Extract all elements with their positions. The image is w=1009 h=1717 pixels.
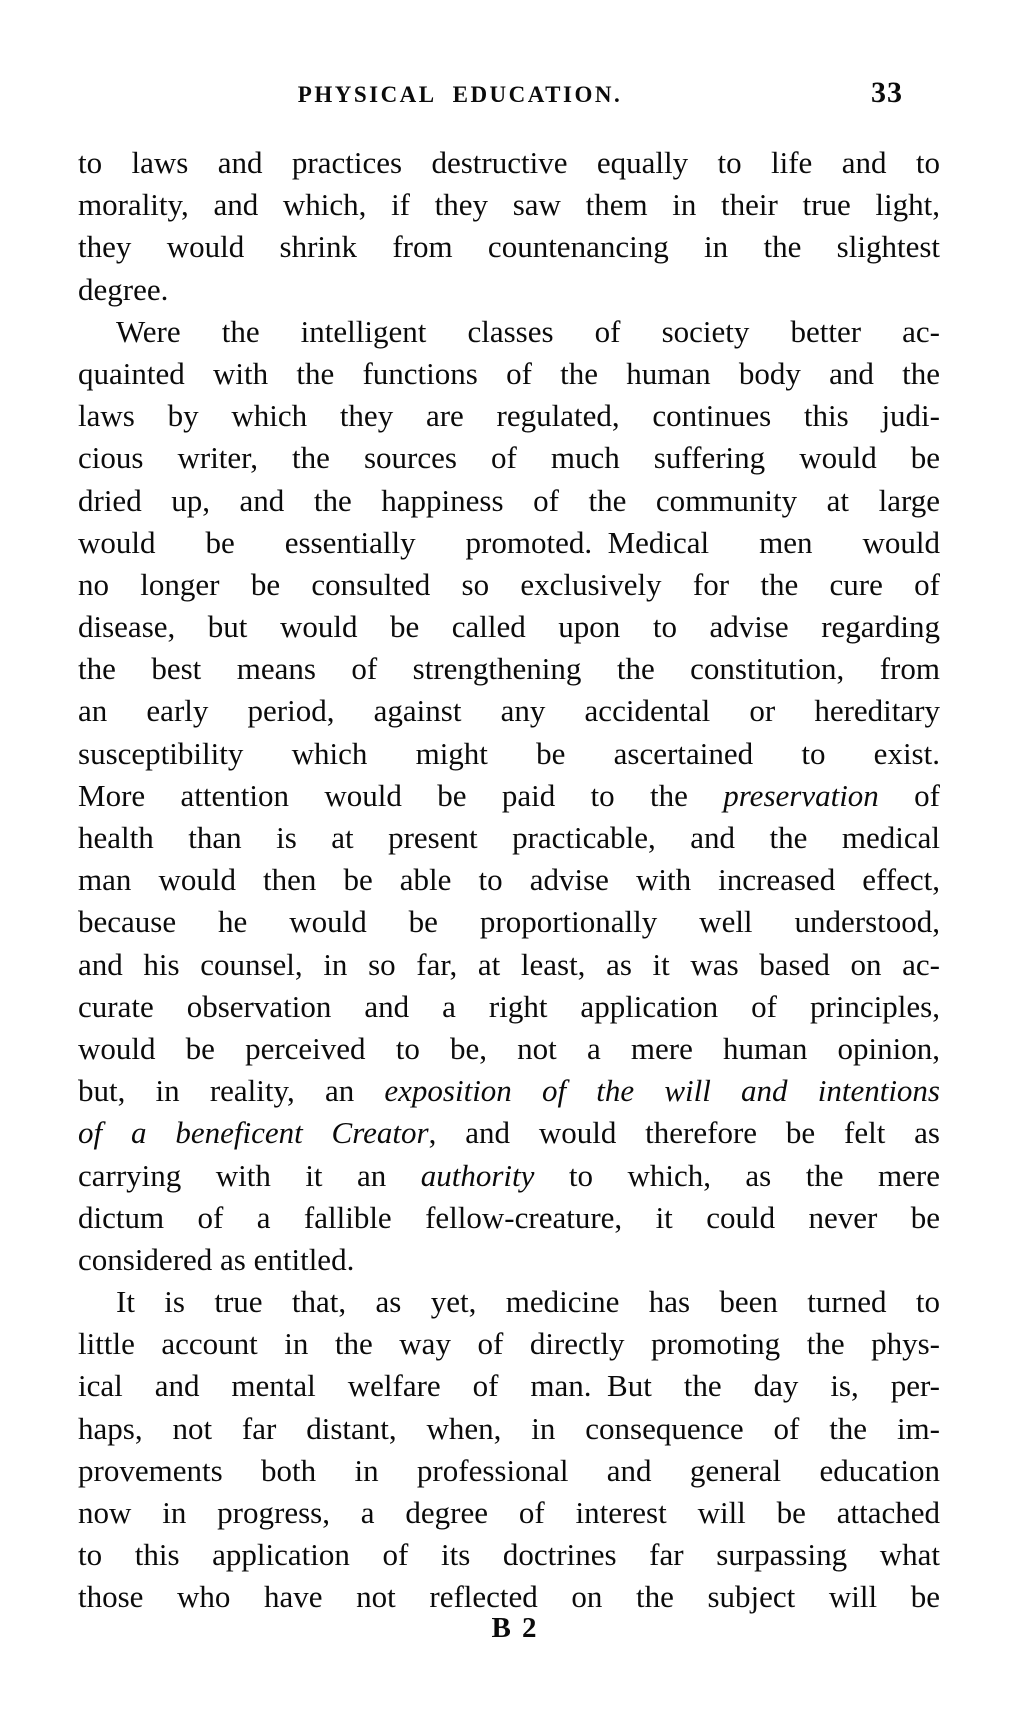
text-segment: no longer be consulted so exclusively for the cure of	[78, 566, 940, 602]
text-segment: susceptibility which might be ascertained to exist.	[78, 735, 940, 771]
text-segment: haps, not far distant, when, in consequence of the im-	[78, 1410, 940, 1446]
text-segment: and his counsel, in so far, at least, as it was based on ac-	[78, 946, 940, 982]
text-segment: It is true that, as yet, medicine has been turned to	[116, 1284, 940, 1320]
page-number: 33	[871, 76, 903, 109]
text-segment: man would then be able to advise with increased effect,	[78, 862, 940, 898]
text-line	[78, 606, 940, 648]
text-segment: cious writer, the sources of much suffering would be	[78, 440, 940, 476]
text-segment: quainted with the functions of the human body and the	[78, 355, 940, 391]
text-segment: degree.	[78, 271, 169, 307]
italic-text-segment: exposition of the will and intentions	[384, 1073, 940, 1109]
text-segment: considered as entitled.	[78, 1241, 355, 1277]
signature-mark: B 2	[491, 1612, 539, 1644]
text-segment: morality, and which, if they saw them in their true light,	[78, 187, 940, 223]
text-line	[78, 1028, 940, 1070]
text-segment: now in progress, a degree of interest will be attached	[78, 1495, 940, 1530]
text-line	[78, 944, 940, 986]
text-segment: Were the intelligent classes of society better ac-	[116, 313, 940, 349]
text-segment: would be essentially promoted. Medical men would	[78, 524, 940, 560]
text-segment: laws by which they are regulated, continues this judi-	[78, 398, 940, 434]
italic-text-segment: of a beneficent Creator	[78, 1115, 429, 1151]
text-segment: because he would be proportionally well understood,	[78, 904, 940, 940]
running-head-title: PHYSICAL EDUCATION.	[297, 82, 623, 107]
text-line	[78, 1450, 940, 1492]
text-segment: those who have not reflected on the subject will be	[78, 1579, 940, 1615]
text-line	[78, 1155, 940, 1197]
text-line	[78, 986, 940, 1028]
text-line	[78, 1281, 940, 1323]
text-line	[78, 522, 940, 564]
text-segment: health than is at present practicable, and the medical	[78, 820, 940, 855]
text-segment: but, in reality, an	[78, 1073, 385, 1109]
text-segment: to this application of its doctrines far surpassing what	[78, 1537, 940, 1573]
text-line	[78, 1365, 940, 1407]
text-line	[78, 564, 940, 606]
text-segment: little account in the way of directly promoting the phys-	[78, 1326, 940, 1362]
text-line	[78, 1408, 940, 1450]
text-line	[78, 226, 940, 268]
text-segment: disease, but would be called upon to advise regarding	[78, 609, 940, 645]
text-line	[78, 480, 940, 522]
text-segment: More attention would be paid to the	[78, 777, 724, 813]
text-line	[78, 1197, 940, 1239]
text-segment: of	[878, 777, 940, 813]
italic-text-segment: authority	[420, 1157, 535, 1193]
text-segment: provements both in professional and general education	[78, 1452, 940, 1488]
text-segment: dictum of a fallible fellow-creature, it could never be	[78, 1199, 940, 1235]
body-text	[78, 142, 940, 1619]
text-line	[78, 733, 940, 775]
text-line	[78, 1070, 940, 1112]
text-segment: they would shrink from countenancing in the slightest	[78, 229, 940, 265]
text-line	[78, 142, 940, 184]
running-head	[0, 76, 1009, 114]
text-segment: curate observation and a right application of principles,	[78, 988, 940, 1024]
text-segment: would be perceived to be, not a mere human opinion,	[78, 1030, 940, 1066]
text-segment: ical and mental welfare of man. But the day is, per-	[78, 1368, 940, 1404]
text-line	[78, 1323, 940, 1365]
text-segment: to laws and practices destructive equally to life and to	[78, 145, 940, 180]
text-line	[78, 395, 940, 437]
text-line	[78, 648, 940, 690]
text-line	[78, 353, 940, 395]
text-line	[78, 775, 940, 817]
text-line	[78, 859, 940, 901]
text-line	[78, 184, 940, 226]
text-line	[78, 690, 940, 732]
text-segment: an early period, against any accidental or hereditary	[78, 693, 940, 729]
italic-text-segment: preservation	[723, 777, 879, 813]
text-line	[78, 269, 940, 311]
text-line	[78, 1492, 940, 1534]
text-segment: to which, as the mere	[534, 1157, 940, 1193]
text-line	[78, 901, 940, 943]
text-segment: , and would therefore be felt as	[428, 1115, 940, 1151]
text-line	[78, 437, 940, 479]
text-segment: dried up, and the happiness of the community at large	[78, 482, 940, 518]
text-line	[78, 1112, 940, 1154]
text-segment: the best means of strengthening the constitution, from	[78, 651, 940, 687]
text-line	[78, 1239, 940, 1281]
text-line	[78, 1534, 940, 1576]
text-segment: carrying with it an	[78, 1157, 421, 1193]
text-line	[78, 311, 940, 353]
text-line	[78, 817, 940, 859]
